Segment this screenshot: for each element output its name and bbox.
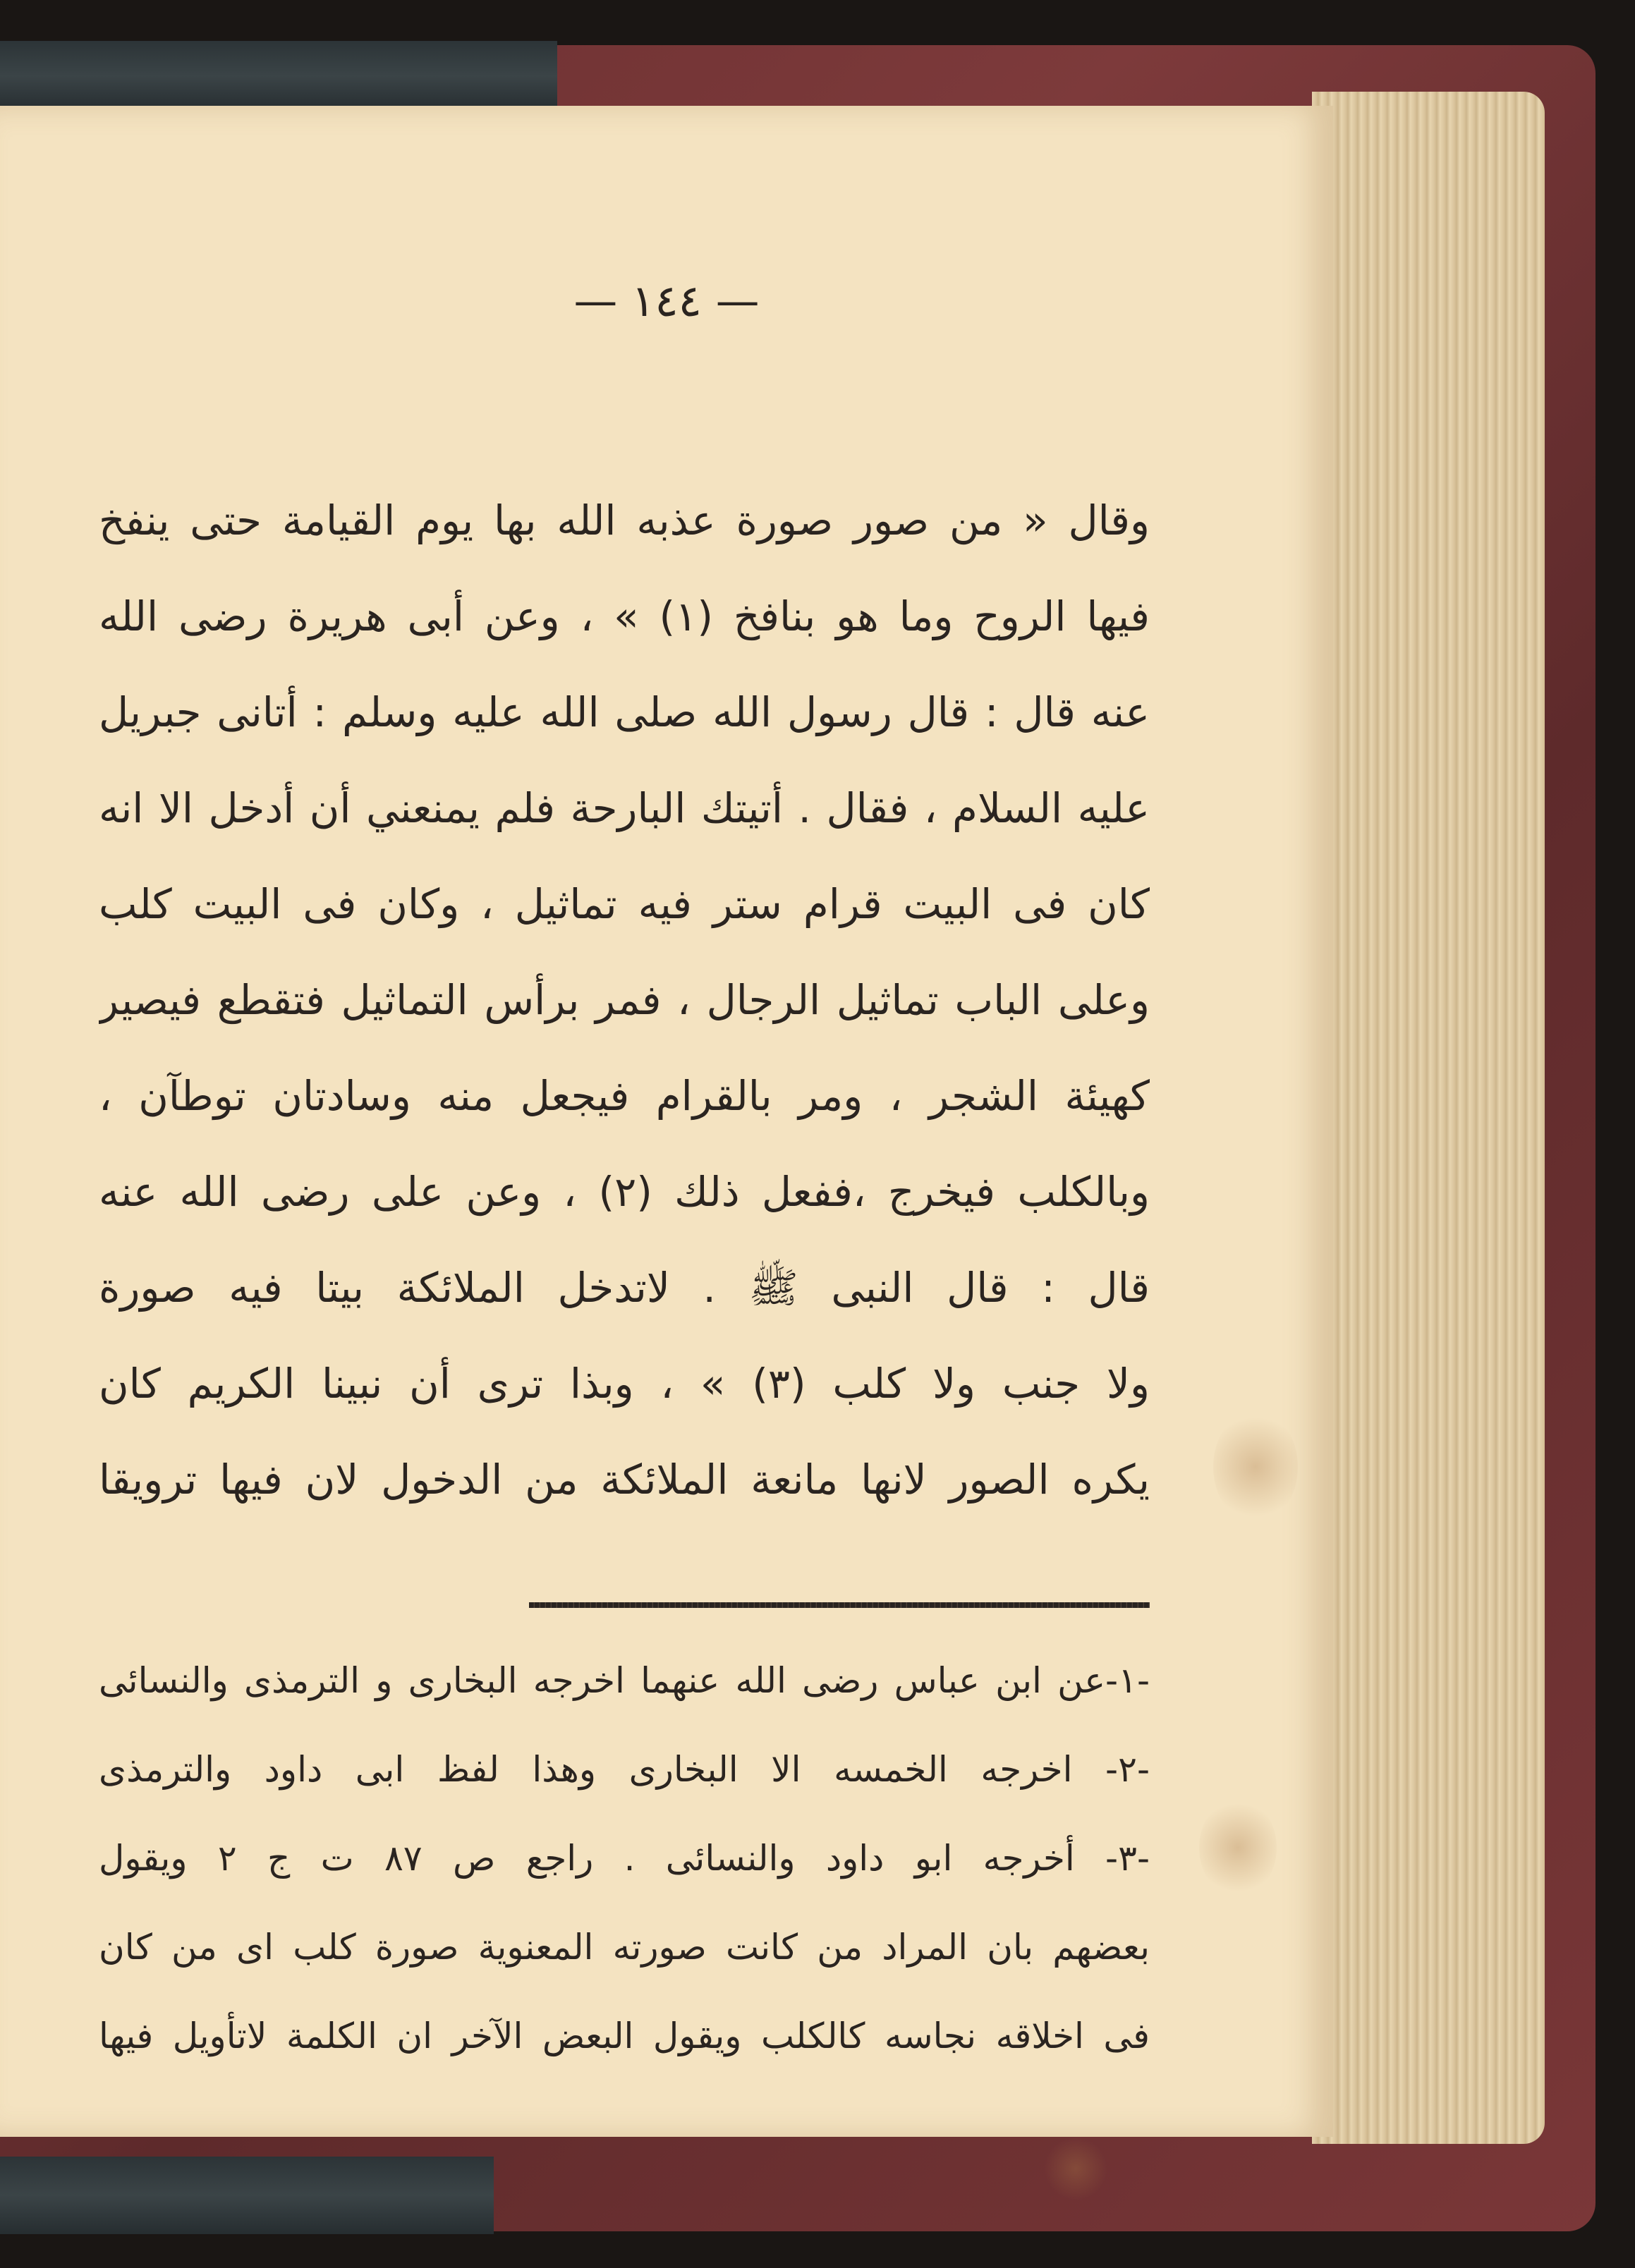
body-line: عليه السلام ، فقال . أتيتك البارحة فلم يمنعني أن أدخل الا انه bbox=[99, 784, 1150, 832]
page-edges bbox=[1312, 92, 1545, 2144]
body-line: قال : قال النبى ﷺ . لاتدخل الملائكة بيتا فيه صورة bbox=[99, 1264, 1150, 1312]
body-line: وقال « من صور صورة عذبه الله بها يوم القيامة حتى ينفخ bbox=[99, 496, 1150, 544]
book-page bbox=[0, 106, 1333, 2137]
body-line: وبالكلب فيخرج ،ففعل ذلك (٢) ، وعن على رضى الله عنه bbox=[99, 1168, 1150, 1216]
body-line: كان فى البيت قرام ستر فيه تماثيل ، وكان فى البيت كلب bbox=[99, 880, 1150, 928]
footnote-line: -١-عن ابن عباس رضى الله عنهما اخرجه البخارى و الترمذى والنسائى bbox=[99, 1660, 1150, 1701]
body-line: ولا جنب ولا كلب (٣) » ، وبذا ترى أن نبينا الكريم كان bbox=[99, 1360, 1150, 1408]
page-number: — ١٤٤ — bbox=[573, 275, 760, 327]
footnote-line: -٢- اخرجه الخمسه الا البخارى وهذا لفظ ابى داود والترمذى bbox=[99, 1749, 1150, 1790]
body-line: وعلى الباب تماثيل الرجال ، فمر برأس التماثيل فتقطع فيصير bbox=[99, 976, 1150, 1024]
footnote-divider bbox=[529, 1602, 1150, 1608]
footnotes bbox=[99, 1636, 1150, 2080]
book-spine-bottom bbox=[0, 2157, 494, 2234]
foxing-stain bbox=[1044, 2137, 1107, 2200]
body-line: عنه قال : قال رسول الله صلى الله عليه وسلم : أتانى جبريل bbox=[99, 688, 1150, 736]
footnote-line: بعضهم بان المراد من كانت صورته المعنوية صورة كلب اى من كان bbox=[99, 1927, 1150, 1968]
body-line: يكره الصور لانها مانعة الملائكة من الدخول لان فيها ترويقا bbox=[99, 1456, 1150, 1504]
foxing-stain bbox=[1199, 1798, 1277, 1897]
book-spine-top bbox=[0, 41, 557, 111]
body-line: فيها الروح وما هو بنافخ (١) » ، وعن أبى هريرة رضى الله bbox=[99, 592, 1150, 640]
body-text bbox=[99, 472, 1150, 1528]
body-line: كهيئة الشجر ، ومر بالقرام فيجعل منه وسادتان توطآن ، bbox=[99, 1072, 1150, 1120]
footnote-line: فى اخلاقه نجاسه كالكلب ويقول البعض الآخر ان الكلمة لاتأويل فيها bbox=[99, 2016, 1150, 2056]
footnote-line: -٣- أخرجه ابو داود والنسائى . راجع ص ٨٧ ت ج ٢ ويقول bbox=[99, 1838, 1150, 1879]
foxing-stain bbox=[1213, 1410, 1298, 1523]
